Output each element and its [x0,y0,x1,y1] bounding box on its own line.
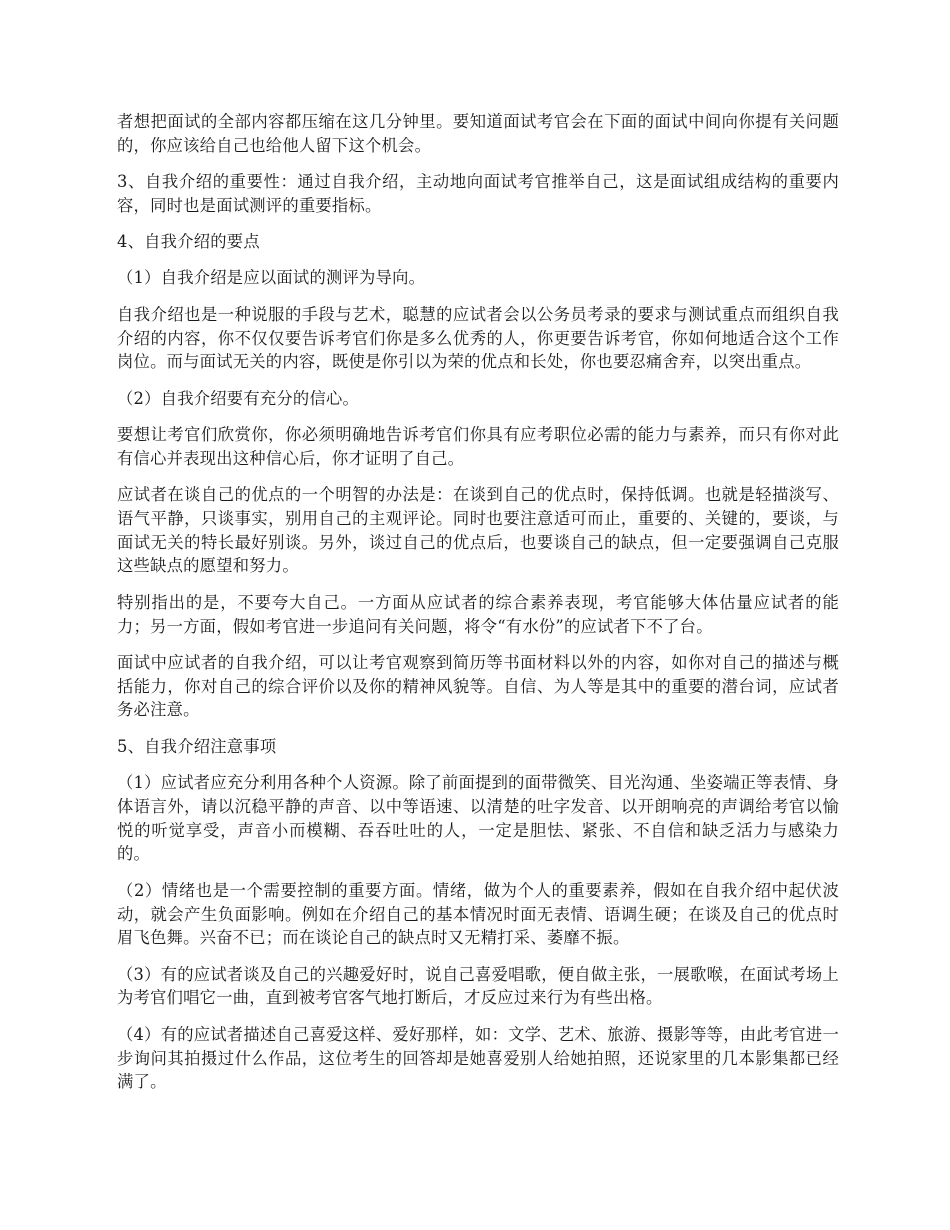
paragraph-note-2: （2）情绪也是一个需要控制的重要方面。情绪，做为个人的重要素养，假如在自我介绍中起伏波动，就会产生负面影响。例如在介绍自己的基本情况时面无表情、语调生硬；在谈及自己的优点时眉飞色舞。兴奋不已；而在谈论自己的缺点时又无精打采、萎靡不振。 [117,880,839,948]
paragraph-strengths: 应试者在谈自己的优点的一个明智的办法是：在谈到自己的优点时，保持低调。也就是轻描淡写、语气平静，只谈事实，别用自己的主观评论。同时也要注意适可而止，重要的、关键的，要谈，与面试无关的特长最好别谈。另外，谈过自己的优点后，也要谈自己的缺点，但一定要强调自己克服这些缺点的愿望和努力。 [117,485,839,576]
paragraph-note-1: （1）应试者应充分利用各种个人资源。除了前面提到的面带微笑、目光沟通、坐姿端正等表情、身体语言外，请以沉稳平静的声音、以中等语速、以清楚的吐字发音、以开朗响亮的声调给考官以愉悦的听觉享受，声音小而模糊、吞吞吐吐的人，一定是胆怯、紧张、不自信和缺乏活力与感染力的。 [117,773,839,864]
section-heading-key-points: 4、自我介绍的要点 [117,232,260,252]
subheading-point-1: （1）自我介绍是应以面试的测评为导向。 [117,268,426,288]
paragraph-self-intro-value: 面试中应试者的自我介绍，可以让考官观察到简历等书面材料以外的内容，如你对自己的描述与概括能力，你对自己的综合评价以及你的精神风貌等。自信、为人等是其中的重要的潜台词，应试者务必注意。 [117,652,839,720]
paragraph-no-exaggeration: 特别指出的是，不要夸大自己。一方面从应试者的综合素养表现，考官能够大体估量应试者的能力；另一方面，假如考官进一步追问有关问题，将令“有水份”的应试者下不了台。 [117,592,839,636]
document-page [117,110,839,1107]
paragraph-note-4: （4）有的应试者描述自己喜爱这样、爱好那样，如：文学、艺术、旅游、摄影等等，由此考官进一步询问其拍摄过什么作品，这位考生的回答却是她喜爱别人给她拍照，还说家里的几本影集都已经满了。 [117,1024,839,1092]
paragraph-continuation: 者想把面试的全部内容都压缩在这几分钟里。要知道面试考官会在下面的面试中间向你提有关问题的，你应该给自己也给他人留下这个机会。 [117,112,839,155]
subheading-point-2: （2）自我介绍要有充分的信心。 [117,388,360,408]
paragraph-persuasion: 自我介绍也是一种说服的手段与艺术，聪慧的应试者会以公务员考录的要求与测试重点而组织自我介绍的内容，你不仅仅要告诉考官们你是多么优秀的人，你更要告诉考官，你如何地适合这个工作岗位。而与面试无关的内容，既使是你引以为荣的优点和长处，你也要忍痛舍弃，以突出重点。 [117,304,839,372]
paragraph-confidence: 要想让考官们欣赏你，你必须明确地告诉考官们你具有应考职位必需的能力与素养，而只有你对此有信心并表现出这种信心后，你才证明了自己。 [117,424,839,468]
paragraph-note-3: （3）有的应试者谈及自己的兴趣爱好时，说自己喜爱唱歌，便自做主张，一展歌喉，在面试考场上为考官们唱它一曲，直到被考官客气地打断后，才反应过来行为有些出格。 [117,964,839,1008]
section-heading-notes: 5、自我介绍注意事项 [117,736,277,756]
paragraph-importance: 3、自我介绍的重要性：通过自我介绍，主动地向面试考官推举自己，这是面试组成结构的重要内容，同时也是面试测评的重要指标。 [117,172,839,215]
